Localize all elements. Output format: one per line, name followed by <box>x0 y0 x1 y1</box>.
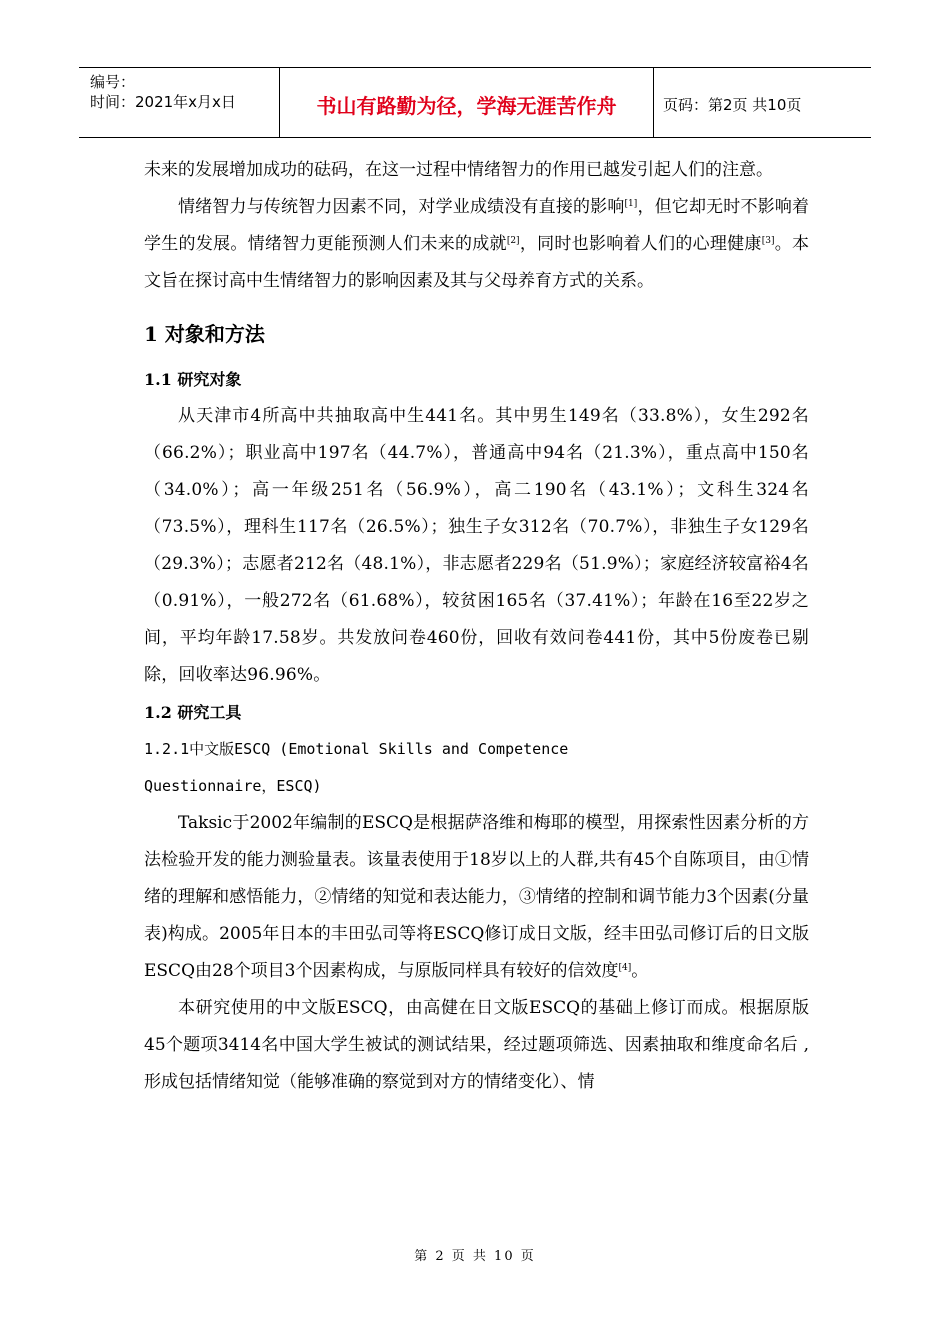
paragraph-subjects: 从天津市4所高中共抽取高中生441名。其中男生149名（33.8%），女生292名（66.2%）；职业高中197名（44.7%），普通高中94名（21.3%），重点高中150名（34.0%）；高一年级251名（56.9%），高二190名（43.1%）；文科生324名（73.5%），理科生117名（26.5%）；独生子女312名（70.7%），非独生子女129名（29.3%）；志愿者212名（48.1%），非志愿者229名（51.9%）；家庭经济较富裕4名（0.91%），一般272名（61.68%），较贫困165名（37.41%）；年龄在16至22岁之间，平均年龄17.58岁。共发放问卷460份，回收有效问卷441份，其中5份废卷已剔除，回收率达96.96%。 <box>144 406 809 685</box>
document-body <box>144 152 809 1101</box>
paragraph-text: ，同时也影响着人们的心理健康 <box>519 234 762 254</box>
paragraph-chinese-escq: 本研究使用的中文版ESCQ，由高健在日文版ESCQ的基础上修订而成。根据原版45个题项3414名中国大学生被试的测试结果，经过题项筛选、因素抽取和维度命名后 ,形成包括情绪知觉（能够准确的察觉到对方的情绪变化）、情 <box>144 998 809 1092</box>
paragraph-text: 情绪智力与传统智力因素不同，对学业成绩没有直接的影响 <box>178 197 625 217</box>
page-header <box>79 67 871 138</box>
header-meta <box>79 68 280 137</box>
citation-1: [1] <box>624 199 638 209</box>
section-heading: 1 对象和方法 <box>144 322 265 346</box>
subsection-heading-tools: 1.2 研究工具 <box>144 703 242 722</box>
paragraph-text: 。本文旨在探讨高中生情绪智力的影响因素及其与父母养育方式的关系。 <box>144 234 810 291</box>
paragraph-text: ，但它却无时不影响着学生的发展。情绪智力更能预测人们未来的成就 <box>144 197 810 254</box>
paragraph-text: 。 <box>631 961 649 981</box>
citation-2: [2] <box>506 236 520 246</box>
paragraph-escq <box>144 805 809 990</box>
document-time: 时间：2021年x月x日 <box>90 93 236 111</box>
subsubsection-heading-line1: 1.2.1中文版ESCQ (Emotional Skills and Competence <box>144 740 569 758</box>
paragraph-continued: 未来的发展增加成功的砝码，在这一过程中情绪智力的作用已越发引起人们的注意。 <box>144 160 773 180</box>
header-page-info: 页码：第2页 共10页 <box>663 96 802 114</box>
subsection-heading-subjects: 1.1 研究对象 <box>144 370 242 389</box>
page-footer: 第 2 页 共 10 页 <box>414 1249 536 1264</box>
paragraph-text: Taksic于2002年编制的ESCQ是根据萨洛维和梅耶的模型，用探索性因素分析的方法检验开发的能力测验量表。该量表使用于18岁以上的人群,共有45个自陈项目，由①情绪的理解和感悟能力，②情绪的知觉和表达能力，③情绪的控制和调节能力3个因素(分量表)构成。2005年日本的丰田弘司等将ESCQ修订成日文版，经丰田弘司修订后的日文版ESCQ由28个项目3个因素构成，与原版同样具有较好的信效度 <box>144 813 809 981</box>
paragraph-intro <box>144 189 809 300</box>
header-motto: 书山有路勤为径，学海无涯苦作舟 <box>280 68 654 137</box>
document-number: 编号： <box>90 73 136 91</box>
citation-4: [4] <box>618 963 632 973</box>
citation-3: [3] <box>761 236 775 246</box>
subsubsection-heading-line2: Questionnaire，ESCQ) <box>144 777 322 795</box>
